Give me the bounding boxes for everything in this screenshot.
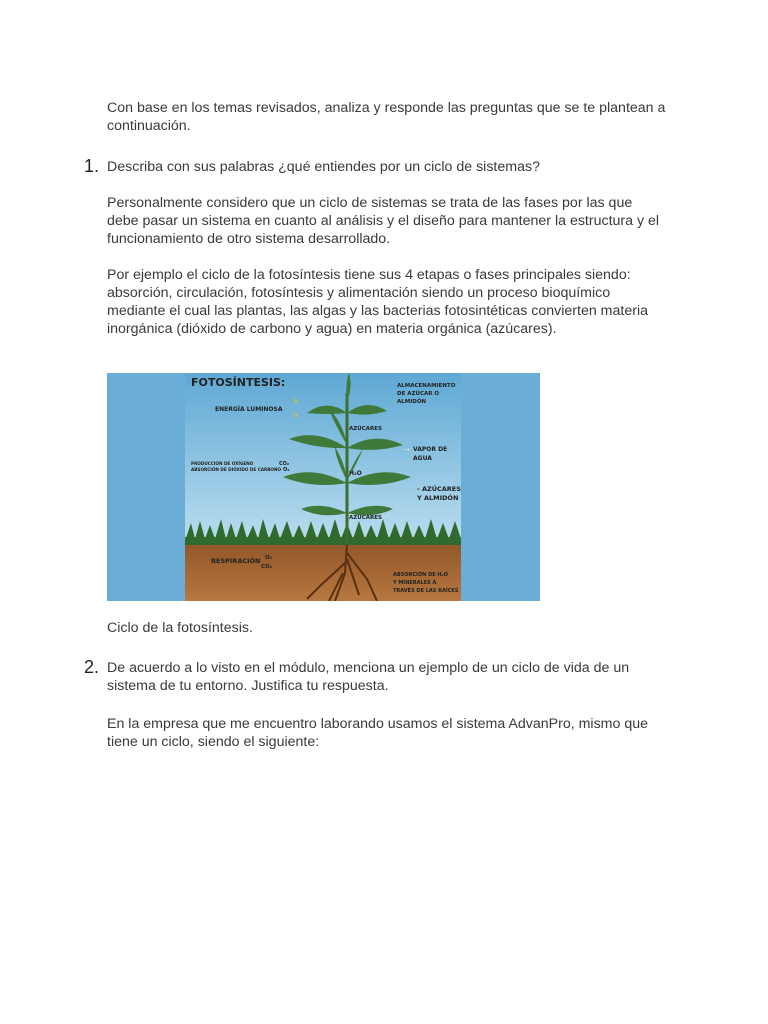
oxygen-production-label: PRODUCCIÓN DE OXÍGENO bbox=[191, 461, 254, 466]
intro-text: Con base en los temas revisados, analiza y responde las preguntas que se te plantean a continuación. bbox=[107, 100, 666, 134]
storage-label-1: ALMACENAMIENTO bbox=[397, 383, 456, 389]
answer-1-paragraph-1: Personalmente considero que un ciclo de sistemas se trata de las fases por las que debe pasar un sistema en cuanto al análisis y el diseño para mantener la estructura y el funcionamiento de otro sistema desarrollado. bbox=[107, 195, 660, 247]
sugars-starch-label-1: - AZÚCARES bbox=[417, 485, 461, 493]
respiration-o2: O₂ bbox=[265, 555, 273, 561]
question-1-text: Describa con sus palabras ¿qué entiendes por un ciclo de sistemas? bbox=[107, 159, 540, 175]
sugars-starch-label-2: Y ALMIDÓN bbox=[417, 494, 459, 502]
diagram-title: FOTOSÍNTESIS: bbox=[191, 376, 286, 389]
root-absorption-label-1: ABSORCIÓN DE H₂O bbox=[393, 572, 449, 578]
photosynthesis-illustration bbox=[107, 373, 540, 601]
vapor-label-2: AGUA bbox=[413, 455, 432, 462]
question-2-text: De acuerdo a lo visto en el módulo, menciona un ejemplo de un ciclo de vida de un sistema de tu entorno. Justifica tu respuesta. bbox=[107, 660, 630, 694]
o2-label-mid: O₂ bbox=[283, 467, 290, 473]
respiration-label: RESPIRACIÓN bbox=[211, 557, 261, 565]
question-1-number: 1. bbox=[84, 156, 100, 176]
energy-label: ENERGÍA LUMINOSA bbox=[215, 406, 283, 413]
vapor-label-1: VAPOR DE bbox=[413, 446, 448, 453]
sun-icon: ↘ bbox=[291, 395, 299, 405]
answer-1-paragraph-2: Por ejemplo el ciclo de la fotosíntesis tiene sus 4 etapas o fases principales siendo: absorción, circulación, fotosíntesis y alimentación siendo un proceso bioquímico mediante el cual las plantas, las algas y las bacterias fotosintéticas convierten materia inorgánica (dióxido de carbono y agua) en materia orgánica (azúcares). bbox=[107, 267, 648, 337]
vapor-arrow-icon: → bbox=[403, 444, 411, 453]
answer-2-paragraph-1: En la empresa que me encuentro laborando usamos el sistema AdvanPro, mismo que tiene un ciclo, siendo el siguiente: bbox=[107, 716, 648, 750]
root-absorption-label-2: Y MINERALES A bbox=[393, 580, 437, 586]
co2-absorption-label: ABSORCIÓN DE DIÓXIDO DE CARBONO bbox=[191, 467, 282, 472]
storage-label-3: ALMIDÓN bbox=[397, 399, 427, 405]
o2-label-top: CO₂ bbox=[279, 461, 290, 467]
storage-label-2: DE AZÚCAR O bbox=[397, 391, 440, 397]
sugars-top-label: AZÚCARES bbox=[349, 426, 382, 432]
figure-caption: Ciclo de la fotosíntesis. bbox=[107, 620, 253, 636]
photosynthesis-diagram bbox=[107, 373, 540, 601]
question-2-number: 2. bbox=[84, 657, 100, 677]
respiration-co2: CO₂ bbox=[261, 564, 273, 570]
root-absorption-label-3: TRAVÉS DE LAS RAÍCES bbox=[393, 588, 459, 594]
sun-icon-2: ↘ bbox=[291, 409, 299, 419]
water-label: H₂O bbox=[349, 470, 362, 477]
sugars-bottom-label: AZÚCARES bbox=[349, 515, 382, 521]
